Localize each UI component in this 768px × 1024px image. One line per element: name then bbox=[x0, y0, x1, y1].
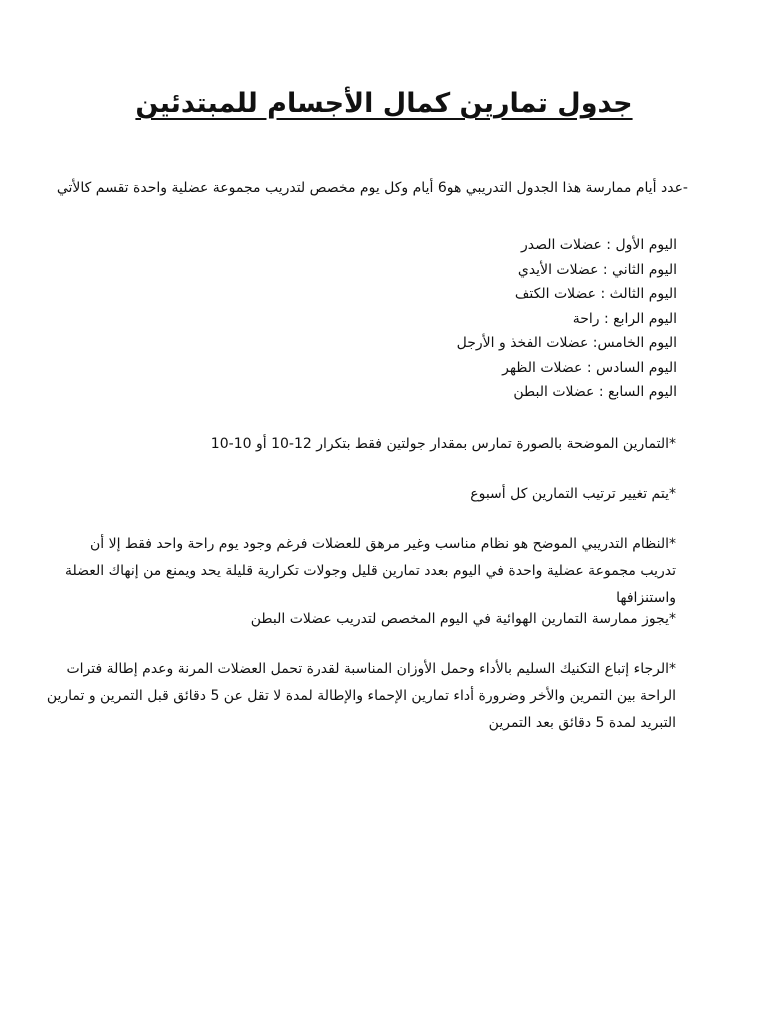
schedule-day-2: اليوم الثاني : عضلات الأيدي bbox=[517, 261, 677, 278]
note-cardio: *يجوز ممارسة التمارين الهوائية في اليوم المخصص لتدريب عضلات البطن bbox=[250, 611, 676, 627]
schedule-day-3: اليوم الثالث : عضلات الكتف bbox=[514, 286, 677, 302]
weekly-schedule-list bbox=[457, 233, 677, 405]
note-training-system: *النظام التدريبي الموضح هو نظام مناسب وغير مرهق للعضلات فرغم وجود يوم راحة واحد فقط إلا أن تدريب مجموعة عضلية واحدة في اليوم بعدد تمارين قليل وجولات تكرارية قليلة يحد ويمنع من إنهاك العضلة واستنزافها bbox=[64, 536, 676, 606]
schedule-day-7: اليوم السابع : عضلات البطن bbox=[513, 384, 677, 400]
document-title: جدول تمارين كمال الأجسام للمبتدئين bbox=[135, 88, 633, 119]
note-change-order: *يتم تغيير ترتيب التمارين كل أسبوع bbox=[470, 486, 676, 502]
schedule-day-5: اليوم الخامس: عضلات الفخذ و الأرجل bbox=[456, 335, 677, 351]
schedule-day-6: اليوم السادس : عضلات الظهر bbox=[502, 359, 677, 376]
note-sets-reps: *التمارين الموضحة بالصورة تمارس بمقدار جولتين فقط بتكرار 12-10 أو 10-10 bbox=[210, 436, 676, 452]
schedule-day-1: اليوم الأول : عضلات الصدر bbox=[520, 237, 677, 253]
intro-text: -عدد أيام ممارسة هذا الجدول التدريبي هو6 أيام وكل يوم مخصص لتدريب مجموعة عضلية واحدة تقسم كالأتي bbox=[56, 180, 688, 196]
schedule-day-4: اليوم الرابع : راحة bbox=[572, 310, 677, 327]
note-technique: *الرجاء إتباع التكنيك السليم بالأداء وحمل الأوزان المناسبة لقدرة تحمل العضلات المرنة وعدم إطالة فترات الراحة بين التمرين والأخر وضرورة أداء تمارين الإحماء والإطالة لمدة لا تقل عن 5 دقائق قبل التمرين و تمارين التبريد لمدة 5 دقائق بعد التمرين bbox=[46, 661, 676, 731]
